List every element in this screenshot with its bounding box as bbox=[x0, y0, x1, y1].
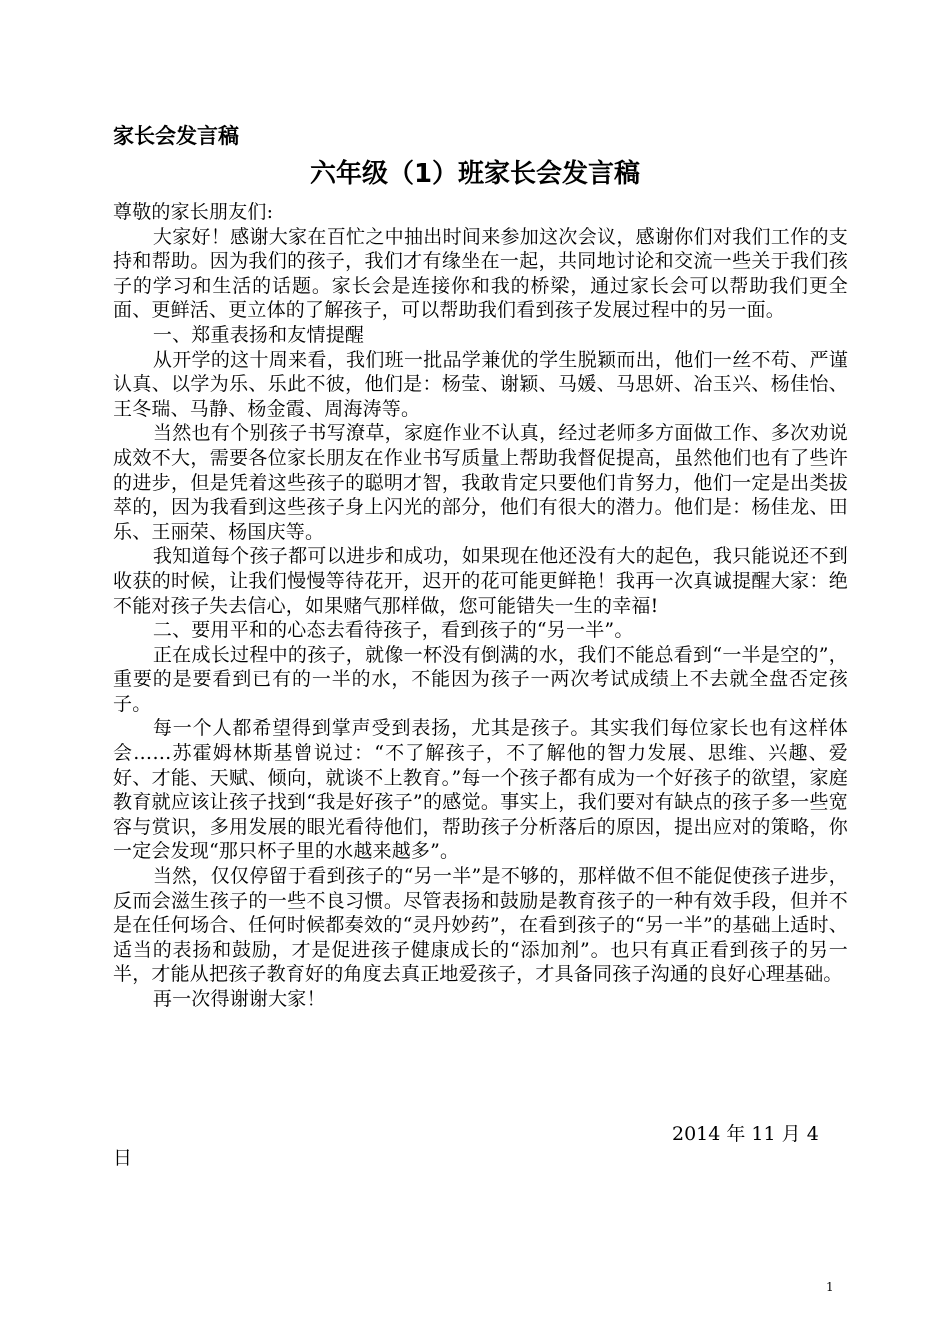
closing-thanks: 再一次得谢谢大家！ bbox=[152, 988, 326, 1010]
date-tail: 日 bbox=[113, 1147, 133, 1169]
paragraph: 正在成长过程中的孩子，就像一杯没有倒满的水，我们不能总看到“一半是空的”，重要的是要看到已有的一半的水，不能因为孩子一两次考试成绩上不去就全盘否定孩子。 bbox=[113, 643, 848, 715]
paragraph-intro: 大家好！感谢大家在百忙之中抽出时间来参加这次会议，感谢你们对我们工作的支持和帮助。因为我们的孩子，我们才有缘坐在一起，共同地讨论和交流一些关于我们孩子的学习和生活的话题。家长会是连接你和我的桥梁，通过家长会可以帮助我们更全面、更鲜活、更立体的了解孩子，可以帮助我们看到孩子发展过程中的另一面。 bbox=[113, 225, 848, 322]
page-title: 六年级（1）班家长会发言稿 bbox=[309, 159, 641, 189]
section-heading-1: 一、郑重表扬和友情提醒 bbox=[152, 323, 365, 346]
paragraph: 从开学的这十周来看，我们班一批品学兼优的学生脱颖而出，他们一丝不苟、严谨认真、以学为乐、乐此不彼，他们是：杨莹、谢颖、马媛、马思妍、冶玉兴、杨佳怡、王冬瑞、马静、杨金霞、周海涛等。 bbox=[113, 348, 848, 420]
paragraph: 每一个人都希望得到掌声受到表扬，尤其是孩子。其实我们每位家长也有这样体会……苏霍姆林斯基曾说过：“不了解孩子，不了解他的智力发展、思维、兴趣、爱好、才能、天赋、倾向，就谈不上教育。”每一个孩子都有成为一个好孩子的欲望，家庭教育就应该让孩子找到“我是好孩子”的感觉。事实上，我们要对有缺点的孩子多一些宽容与赏识，多用发展的眼光看待他们，帮助孩子分析落后的原因，提出应对的策略，你一定会发现“那只杯子里的水越来越多”。 bbox=[113, 717, 848, 863]
header-title: 家长会发言稿 bbox=[113, 124, 239, 148]
greeting: 尊敬的家长朋友们: bbox=[113, 201, 274, 223]
paragraph: 当然也有个别孩子书写潦草，家庭作业不认真，经过老师多方面做工作、多次劝说成效不大，需要各位家长朋友在作业书写质量上帮助我督促提高，虽然他们也有了些许的进步，但是凭着这些孩子的聪明才智，我敢肯定只要他们肯努力，他们一定是出类拔萃的，因为我看到这些孩子身上闪光的部分，他们有很大的潜力。他们是：杨佳龙、田乐、王丽荣、杨国庆等。 bbox=[113, 422, 848, 543]
date: 2014 年 11 月 4 bbox=[672, 1123, 819, 1145]
document-body bbox=[113, 200, 848, 1012]
section-heading-2: 二、要用平和的心态去看待孩子，看到孩子的“另一半”。 bbox=[152, 619, 634, 642]
page-number: 1 bbox=[826, 1280, 834, 1294]
paragraph: 当然，仅仅停留于看到孩子的“另一半”是不够的，那样做不但不能促使孩子进步，反而会滋生孩子的一些不良习惯。尽管表扬和鼓励是教育孩子的一种有效手段，但并不是在任何场合、任何时候都奏效的“灵丹妙药”，在看到孩子的“另一半”的基础上适时、适当的表扬和鼓励，才是促进孩子健康成长的“添加剂”。也只有真正看到孩子的另一半，才能从把孩子教育好的角度去真正地爱孩子，才具备同孩子沟通的良好心理基础。 bbox=[113, 865, 848, 986]
paragraph: 我知道每个孩子都可以进步和成功，如果现在他还没有大的起色，我只能说还不到收获的时候，让我们慢慢等待花开，迟开的花可能更鲜艳！我再一次真诚提醒大家：绝不能对孩子失去信心，如果赌气那样做，您可能错失一生的幸福! bbox=[113, 545, 848, 617]
